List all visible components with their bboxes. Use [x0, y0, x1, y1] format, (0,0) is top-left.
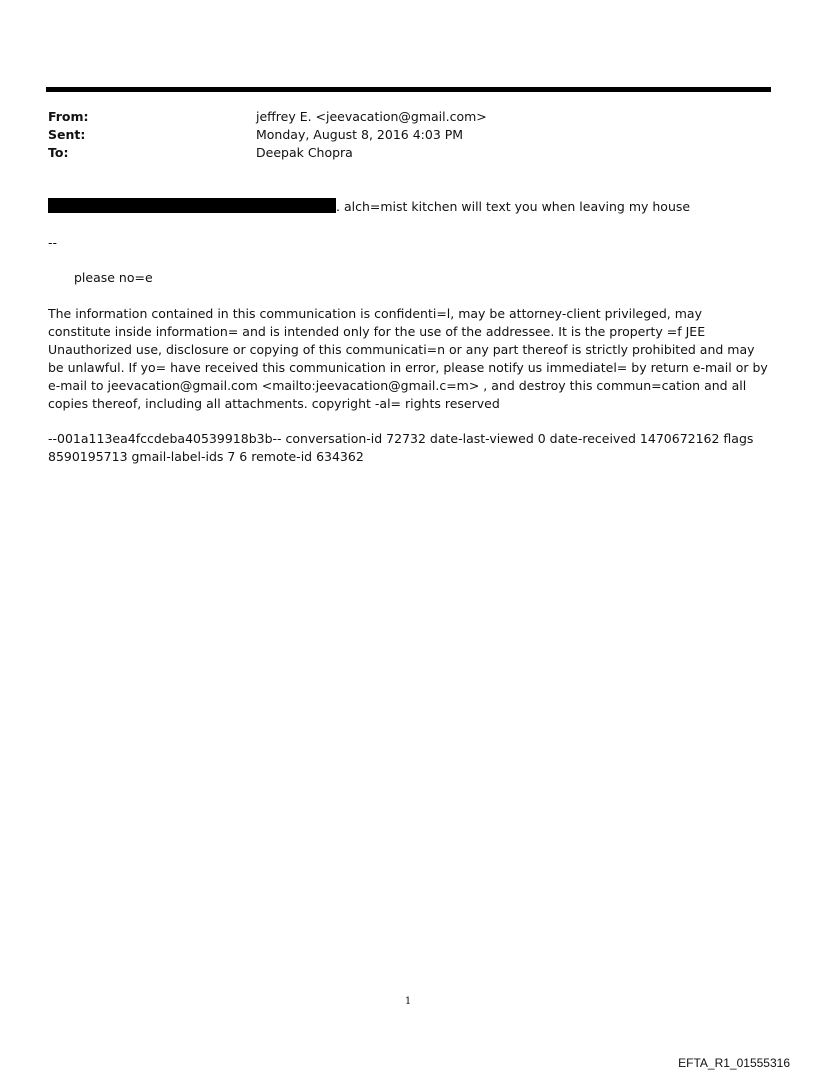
to-value: Deepak Chopra [256, 145, 353, 160]
message-text: . alch=mist kitchen will text you when leaving my house [336, 199, 691, 214]
sent-label: Sent: [48, 127, 86, 142]
to-row [48, 144, 748, 162]
bates-number: EFTA_R1_01555316 [678, 1056, 790, 1070]
sent-row [48, 126, 748, 144]
confidentiality-disclaimer: The information contained in this communication is confidenti=l, may be attorney-client privileged, may constitute inside information= and is intended only for the use of the addressee. It is the property =f JEE Unauthorized use, disclosure or copying of this communicati=n or any part thereof is strictly prohibited and may be unlawful. If yo= have received this communication in error, please notify us immediatel= by return e-mail or by e-mail to jeevacation@gmail.com <mailto:jeevacation@gmail.c=m> , and destroy this commun=cation and all copies thereof, including all attachments. copyright -al= rights reserved [48, 306, 768, 411]
from-value: jeffrey E. <jeevacation@gmail.com> [256, 109, 487, 124]
sent-value: Monday, August 8, 2016 4:03 PM [256, 127, 464, 142]
from-label: From: [48, 109, 89, 124]
message-metadata: --001a113ea4fccdeba40539918b3b-- conversation-id 72732 date-last-viewed 0 date-received 1470672162 flags 8590195713 gmail-label-ids 7 6 remote-id 634362 [48, 431, 754, 464]
to-label: To: [48, 145, 69, 160]
email-header [48, 108, 748, 162]
header-divider-rule [46, 87, 771, 92]
note-text: please no=e [74, 270, 153, 285]
from-row [48, 108, 748, 126]
message-line [48, 198, 768, 216]
redaction-block [48, 198, 336, 213]
page-number: 1 [404, 996, 412, 1007]
signature-separator: -- [48, 235, 58, 250]
